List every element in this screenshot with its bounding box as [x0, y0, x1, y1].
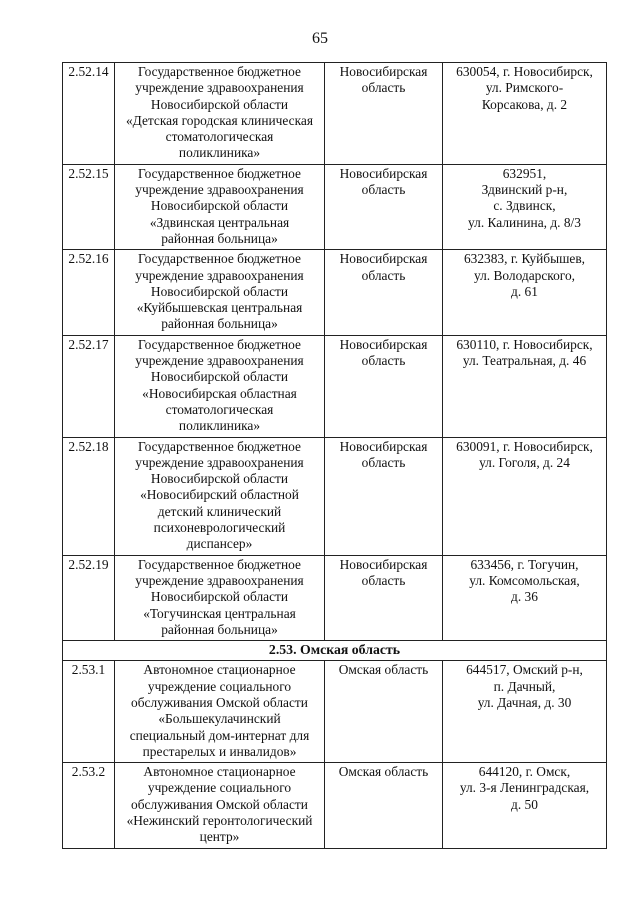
- institution-name-line: «Новосибирский областной: [140, 487, 299, 503]
- table-row: [63, 164, 607, 249]
- institution-name: [115, 661, 325, 763]
- institution-name-line: Государственное бюджетное: [138, 438, 301, 454]
- region: [325, 661, 443, 763]
- section-title: 2.53. Омская область: [63, 641, 607, 661]
- table-row: [63, 335, 607, 437]
- address-line: 632383, г. Куйбышев,: [463, 251, 586, 267]
- address-line: Корсакова, д. 2: [481, 96, 568, 112]
- table-row: [63, 437, 607, 555]
- region-line: область: [361, 267, 406, 283]
- region: [325, 164, 443, 249]
- institution-name-line: поликлиника»: [178, 145, 261, 161]
- table-body-novosibirsk: [63, 63, 607, 641]
- institution-name-line: Новосибирской области: [150, 369, 289, 385]
- region-line: Омская область: [338, 662, 429, 678]
- address-line: д. 50: [511, 796, 538, 812]
- institution-name-line: Государственное бюджетное: [138, 64, 301, 79]
- address: [443, 164, 607, 249]
- institution-name-line: «Детская городская клиническая: [125, 112, 314, 128]
- row-number: 2.52.17: [63, 335, 115, 437]
- address-line: 633456, г. Тогучин,: [470, 556, 579, 572]
- institution-name-line: Государственное бюджетное: [138, 556, 301, 572]
- address-line: п. Дачный,: [493, 678, 556, 694]
- region-line: область: [361, 182, 406, 198]
- address-line: ул. Комсомольская,: [469, 572, 580, 588]
- institution-name-line: Государственное бюджетное: [138, 336, 301, 352]
- region-line: область: [361, 80, 406, 96]
- table-row: [63, 661, 607, 763]
- address-line: ул. 3-я Ленинградская,: [459, 780, 590, 796]
- address-line: ул. Калинина, д. 8/3: [468, 214, 581, 230]
- institution-name-line: учреждение здравоохранения: [135, 182, 304, 198]
- region-line: Новосибирская: [339, 165, 428, 181]
- institution-name-line: поликлиника»: [178, 418, 261, 434]
- region: [325, 437, 443, 555]
- institution-name-line: учреждение здравоохранения: [135, 353, 304, 369]
- institution-name: [115, 250, 325, 335]
- section-row: [63, 641, 607, 661]
- institution-name-line: престарелых и инвалидов»: [142, 743, 297, 759]
- institution-name-line: «Здвинская центральная: [149, 214, 290, 230]
- address: [443, 335, 607, 437]
- region: [325, 763, 443, 848]
- row-number: 2.52.18: [63, 437, 115, 555]
- institution-name-line: Новосибирской области: [150, 283, 289, 299]
- table-row: [63, 63, 607, 165]
- institution-name-line: Государственное бюджетное: [138, 251, 301, 267]
- institution-name-line: «Большекулачинский: [158, 711, 281, 727]
- institution-name: [115, 63, 325, 165]
- table-row: [63, 250, 607, 335]
- region-line: область: [361, 572, 406, 588]
- institution-name-line: учреждение социального: [147, 780, 292, 796]
- row-number: 2.52.14: [63, 63, 115, 165]
- institution-name-line: детский клинический: [157, 503, 282, 519]
- region: [325, 335, 443, 437]
- address-line: 644120, г. Омск,: [478, 764, 571, 780]
- institution-name-line: учреждение здравоохранения: [135, 572, 304, 588]
- address-line: д. 61: [511, 283, 538, 299]
- institution-name-line: Новосибирской области: [150, 198, 289, 214]
- address-line: ул. Театральная, д. 46: [462, 353, 587, 369]
- region-line: Новосибирская: [339, 251, 428, 267]
- region: [325, 250, 443, 335]
- address: [443, 555, 607, 640]
- institution-name-line: «Новосибирская областная: [142, 385, 297, 401]
- address-line: 630110, г. Новосибирск,: [456, 336, 593, 352]
- institution-name-line: Автономное стационарное: [143, 662, 296, 678]
- institution-name: [115, 763, 325, 848]
- section-header: [63, 641, 607, 661]
- institution-name-line: Автономное стационарное: [143, 764, 296, 780]
- address-line: д. 36: [511, 589, 538, 605]
- row-number: 2.52.19: [63, 555, 115, 640]
- institution-name-line: Новосибирской области: [150, 471, 289, 487]
- region-line: Новосибирская: [339, 556, 428, 572]
- address: [443, 63, 607, 165]
- institution-name-line: Государственное бюджетное: [138, 165, 301, 181]
- address-line: 644517, Омский р-н,: [466, 662, 583, 678]
- address-line: ул. Гоголя, д. 24: [479, 454, 570, 470]
- institution-name-line: стоматологическая: [165, 401, 274, 417]
- institution-name-line: диспансер»: [186, 536, 253, 552]
- region-line: Новосибирская: [339, 64, 428, 79]
- row-number: 2.52.16: [63, 250, 115, 335]
- table-body-omsk: [63, 661, 607, 848]
- institution-name-line: «Тогучинская центральная: [143, 605, 296, 621]
- address-line: 632951,: [502, 165, 547, 181]
- institution-name-line: Новосибирской области: [150, 96, 289, 112]
- address-line: 630091, г. Новосибирск,: [456, 438, 593, 454]
- institution-name-line: районная больница»: [161, 316, 278, 332]
- table-row: [63, 555, 607, 640]
- address-line: ул. Римского-: [485, 80, 564, 96]
- institution-name-line: районная больница»: [161, 621, 278, 637]
- institution-name-line: учреждение здравоохранения: [135, 80, 304, 96]
- institution-name-line: стоматологическая: [165, 129, 274, 145]
- institution-name-line: «Куйбышевская центральная: [136, 300, 303, 316]
- address-line: 630054, г. Новосибирск,: [456, 64, 593, 79]
- institution-name: [115, 555, 325, 640]
- institution-name-line: учреждение здравоохранения: [135, 267, 304, 283]
- region-line: Новосибирская: [339, 438, 428, 454]
- row-number: 2.52.15: [63, 164, 115, 249]
- address-line: ул. Дачная, д. 30: [477, 694, 572, 710]
- institution-name-line: обслуживания Омской области: [131, 796, 308, 812]
- address: [443, 437, 607, 555]
- address: [443, 661, 607, 763]
- institution-name-line: учреждение социального: [147, 678, 292, 694]
- region-line: область: [361, 454, 406, 470]
- registry-table: [62, 62, 607, 849]
- institution-name: [115, 437, 325, 555]
- institution-name-line: учреждение здравоохранения: [135, 454, 304, 470]
- table-row: [63, 763, 607, 848]
- institution-name-line: обслуживания Омской области: [131, 694, 308, 710]
- address-line: с. Здвинск,: [493, 198, 556, 214]
- page-number: 65: [312, 30, 328, 47]
- row-number: 2.53.2: [63, 763, 115, 848]
- institution-name-line: Новосибирской области: [150, 589, 289, 605]
- address-line: ул. Володарского,: [473, 267, 576, 283]
- institution-name-line: «Нежинский геронтологический: [126, 813, 313, 829]
- region: [325, 555, 443, 640]
- region-line: Новосибирская: [339, 336, 428, 352]
- address: [443, 763, 607, 848]
- row-number: 2.53.1: [63, 661, 115, 763]
- region-line: область: [361, 353, 406, 369]
- region: [325, 63, 443, 165]
- region-line: Омская область: [338, 764, 429, 780]
- address: [443, 250, 607, 335]
- institution-name-line: психоневрологический: [153, 520, 286, 536]
- institution-name: [115, 335, 325, 437]
- institution-name-line: специальный дом-интернат для: [129, 727, 310, 743]
- institution-name-line: центр»: [199, 829, 240, 845]
- address-line: Здвинский р-н,: [481, 182, 568, 198]
- institution-name: [115, 164, 325, 249]
- institution-name-line: районная больница»: [161, 230, 278, 246]
